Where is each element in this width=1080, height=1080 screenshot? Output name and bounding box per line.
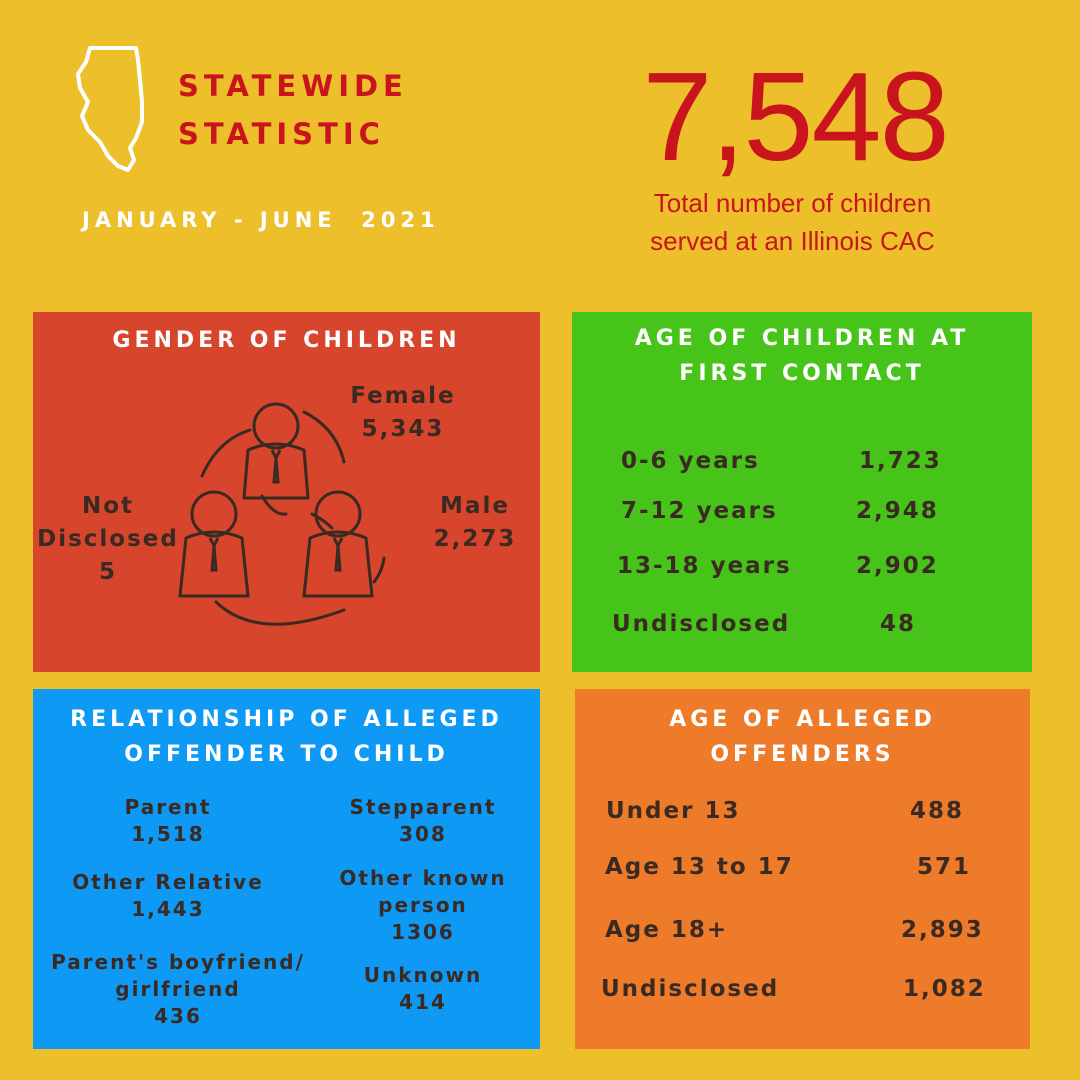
offender-row-label: Undisclosed <box>601 976 780 1002</box>
relationship-title <box>33 702 540 772</box>
age-row-label: 0-6 years <box>621 448 760 474</box>
age-row-value: 2,948 <box>856 498 939 524</box>
offender-row-label: Age 13 to 17 <box>605 854 794 880</box>
caption-line-1: Total number of children <box>653 188 932 218</box>
female-value: 5,343 <box>361 416 445 442</box>
relationship-boyfriend <box>38 949 318 1030</box>
total-children-value: 7,548 <box>642 46 948 187</box>
relationship-other-relative <box>53 869 283 923</box>
age-children-title-2: FIRST CONTACT <box>679 361 925 386</box>
age-children-title-1: AGE OF CHILDREN AT <box>634 326 970 351</box>
relationship-label: Other known <box>339 866 507 890</box>
relationship-label: person <box>378 893 468 917</box>
relationship-label: girlfriend <box>115 977 241 1001</box>
title-line-2: STATISTIC <box>178 117 385 151</box>
relationship-value: 414 <box>399 990 447 1014</box>
not-disclosed-label-1: Not <box>81 493 135 519</box>
age-offenders-title-1: AGE OF ALLEGED <box>669 707 936 732</box>
relationship-label: Parent's boyfriend/ <box>51 950 305 974</box>
relationship-label: Unknown <box>363 963 483 987</box>
male-stat <box>425 490 525 556</box>
relationship-title-1: RELATIONSHIP OF ALLEGED <box>70 707 503 732</box>
relationship-panel <box>33 689 540 1049</box>
female-label: Female <box>350 383 456 409</box>
relationship-value: 1306 <box>391 920 455 944</box>
relationship-unknown <box>323 962 523 1016</box>
age-row-value: 2,902 <box>856 553 939 579</box>
relationship-value: 1,518 <box>131 822 205 846</box>
age-row-label: 7-12 years <box>621 498 778 524</box>
not-disclosed-stat <box>33 490 183 589</box>
date-range: JANUARY - JUNE 2021 <box>82 208 440 232</box>
relationship-value: 308 <box>399 822 447 846</box>
age-row-value: 1,723 <box>859 448 942 474</box>
age-row-label: Undisclosed <box>612 611 791 637</box>
offender-row-value: 488 <box>910 798 965 824</box>
male-label: Male <box>440 493 510 519</box>
relationship-label: Parent <box>124 795 212 819</box>
gender-panel <box>33 312 540 672</box>
relationship-other-known <box>323 865 523 946</box>
offender-row-value: 2,893 <box>901 917 984 943</box>
relationship-stepparent <box>323 794 523 848</box>
caption-line-2: served at an Illinois CAC <box>650 226 935 256</box>
relationship-value: 1,443 <box>131 897 205 921</box>
age-offenders-title-2: OFFENDERS <box>710 742 895 767</box>
page-title <box>178 62 478 158</box>
relationship-title-2: OFFENDER TO CHILD <box>124 742 449 767</box>
age-offenders-title <box>575 702 1030 772</box>
age-row-label: 13-18 years <box>617 553 792 579</box>
age-row-value: 48 <box>880 611 917 637</box>
illinois-outline-icon <box>74 44 164 174</box>
offender-row-value: 571 <box>917 854 972 880</box>
relationship-parent <box>68 794 268 848</box>
offender-row-label: Under 13 <box>606 798 741 824</box>
not-disclosed-label-2: Disclosed <box>37 526 179 552</box>
age-children-panel <box>572 312 1032 672</box>
relationship-label: Stepparent <box>349 795 497 819</box>
title-line-1: STATEWIDE <box>178 69 408 103</box>
not-disclosed-value: 5 <box>98 559 117 585</box>
offender-row-value: 1,082 <box>903 976 986 1002</box>
relationship-label: Other Relative <box>72 870 264 894</box>
total-children-caption <box>600 184 985 260</box>
offender-row-label: Age 18+ <box>605 917 729 943</box>
male-value: 2,273 <box>433 526 517 552</box>
age-children-title <box>572 321 1032 391</box>
age-offenders-panel <box>575 689 1030 1049</box>
relationship-value: 436 <box>154 1004 202 1028</box>
female-stat <box>333 380 473 446</box>
gender-panel-title: GENDER OF CHILDREN <box>112 328 461 353</box>
